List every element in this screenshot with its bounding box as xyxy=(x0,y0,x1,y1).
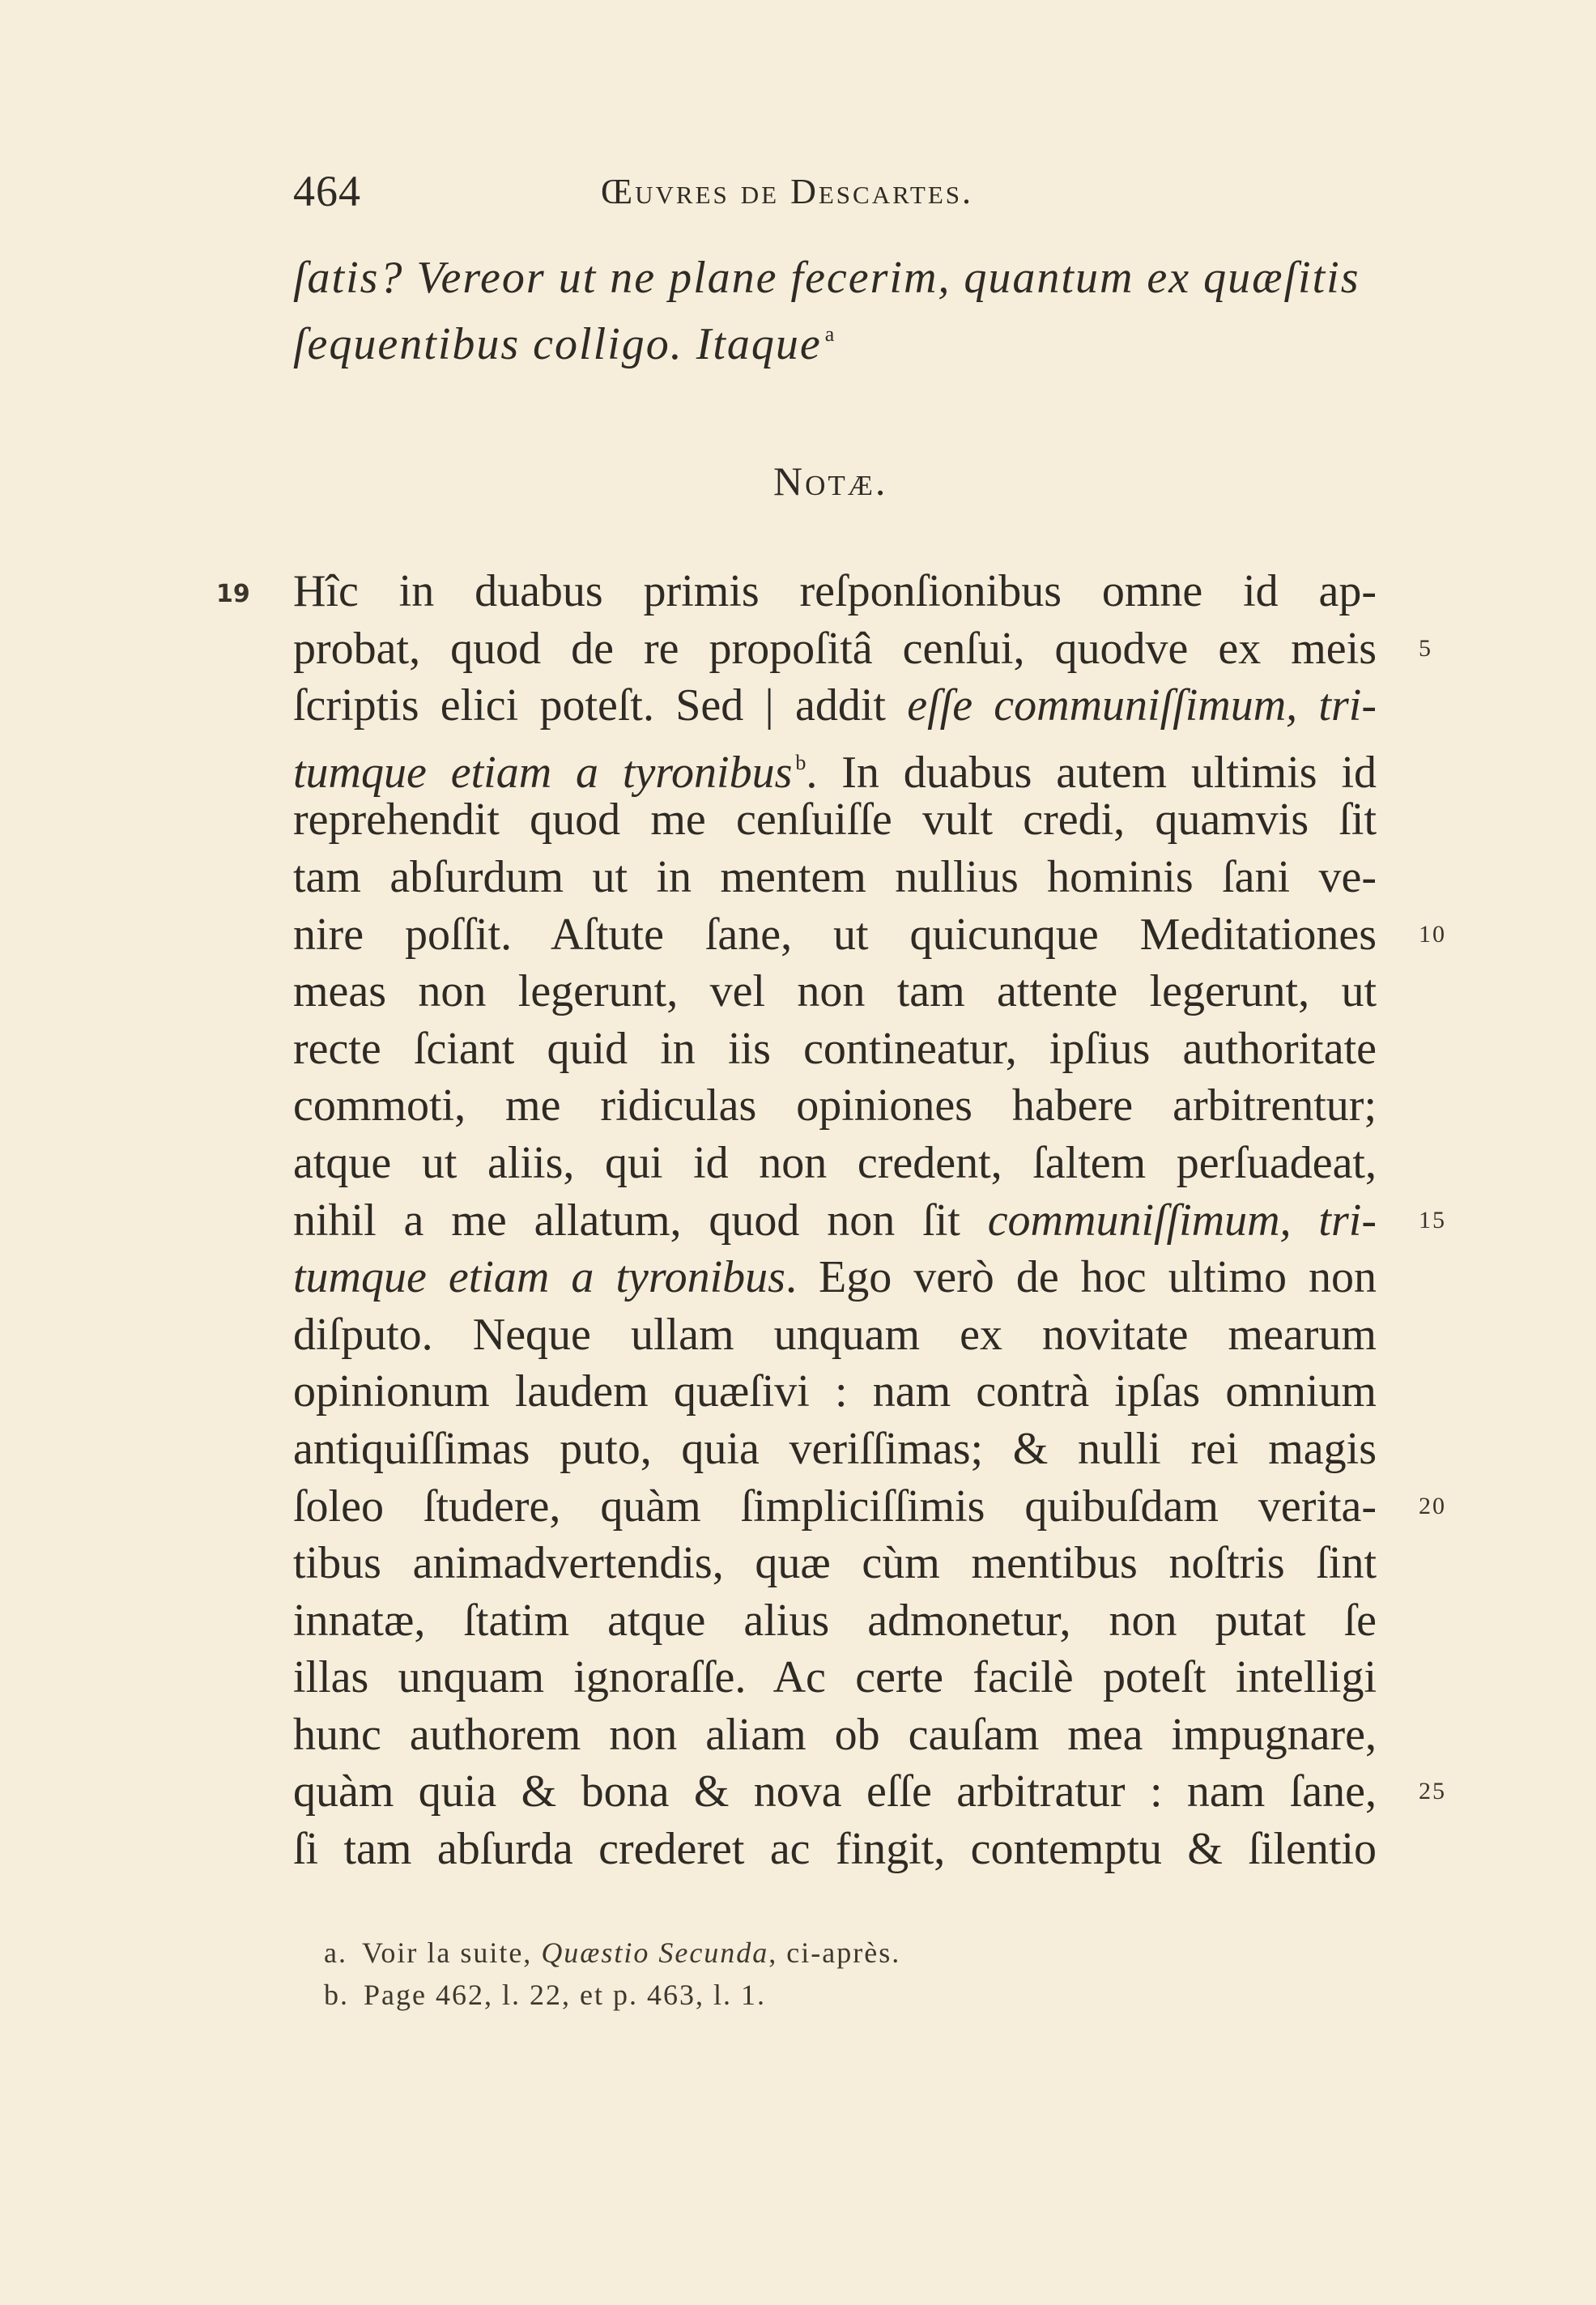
footnote-reference: b xyxy=(795,750,807,774)
text-segment: illas unquam ignoraſſe. Ac certe facilè poteſt intelligi xyxy=(293,1652,1377,1703)
text-line xyxy=(293,620,1432,678)
text-segment: ſoleo ſtudere, quàm ſimpliciſſimis quibuſdam verita- xyxy=(293,1481,1377,1532)
footnote-label: b. xyxy=(324,1979,349,2011)
text-segment: ſi tam abſurda crederet ac fingit, contemptu & ſilentio xyxy=(293,1824,1377,1875)
text-segment: commoti, me ridiculas opiniones habere arbitrentur; xyxy=(293,1080,1377,1131)
text-segment: Voir la suite, xyxy=(361,1936,542,1969)
text-segment: recte ſciant quid in iis contineatur, ipſius authoritate xyxy=(293,1023,1377,1074)
carry-over-line xyxy=(293,306,1377,373)
text-line xyxy=(293,1706,1377,1764)
text-segment: , ci-après. xyxy=(768,1936,901,1969)
text-line xyxy=(293,1135,1377,1192)
text-line xyxy=(293,1478,1446,1536)
line-number: 25 xyxy=(1419,1778,1446,1805)
text-segment: quàm quia & bona & nova eſſe arbitratur : nam ſane, xyxy=(293,1766,1377,1817)
text-segment: reprehendit quod me cenſuiſſe vult credi, quamvis ſit xyxy=(293,795,1377,846)
page-number: 464 xyxy=(293,167,361,215)
text-segment: . Ego verò de hoc ultimo non xyxy=(785,1252,1377,1303)
text-line xyxy=(293,791,1377,849)
section-heading: Notæ. xyxy=(773,458,888,504)
text-segment: Page 462, l. 22, et p. 463, l. 1. xyxy=(364,1979,766,2011)
line-number: 20 xyxy=(1419,1492,1446,1519)
text-segment: hunc authorem non aliam ob cauſam mea impugnare, xyxy=(293,1709,1377,1760)
line-number: 5 xyxy=(1419,634,1432,662)
text-line xyxy=(293,906,1446,964)
text-segment: innatæ, ſtatim atque alius admonetur, non putat ſe xyxy=(293,1595,1377,1646)
text-line xyxy=(293,1192,1446,1250)
text-line xyxy=(293,1421,1377,1478)
line-number: 15 xyxy=(1419,1206,1446,1233)
text-line xyxy=(293,1649,1377,1706)
text-segment: diſputo. Neque ullam unquam ex novitate mearum xyxy=(293,1309,1377,1360)
footnote xyxy=(324,1974,1296,2016)
carry-over-text xyxy=(293,249,1377,373)
text-line xyxy=(293,1821,1377,1878)
text-line xyxy=(293,1249,1377,1306)
footnotes xyxy=(324,1932,1296,2016)
text-line xyxy=(293,1077,1377,1135)
text-segment: antiquiſſimas puto, quia veriſſimas; & nulli rei magis xyxy=(293,1423,1377,1474)
text-line xyxy=(293,1592,1377,1650)
text-segment: ſcriptis elici poteſt. Sed | addit xyxy=(293,680,908,731)
text-segment: tam abſurdum ut in mentem nullius hominis ſani ve- xyxy=(293,851,1377,902)
italic-text: tumque etiam a tyronibus xyxy=(293,747,793,798)
text-line xyxy=(293,1020,1377,1078)
text-segment: tibus animadvertendis, quæ cùm mentibus noſtris ſint xyxy=(293,1538,1377,1589)
text-line xyxy=(293,849,1377,906)
original-page-marker: 19 xyxy=(216,580,250,608)
text-line xyxy=(293,1535,1377,1592)
text-segment: opinionum laudem quæſivi : nam contrà ipſas omnium xyxy=(293,1366,1377,1417)
text-segment: Hîc in duabus primis reſponſionibus omne id ap- xyxy=(293,566,1377,616)
footnote xyxy=(324,1932,1296,1974)
text-segment: atque ut aliis, qui id non credent, ſaltem perſuadeat, xyxy=(293,1137,1377,1188)
footnote-label: a. xyxy=(324,1936,347,1969)
text-segment: nire poſſit. Aſtute ſane, ut quicunque Meditationes xyxy=(293,909,1377,960)
text-line xyxy=(293,963,1377,1020)
text-line xyxy=(293,1306,1377,1364)
notes-body xyxy=(216,563,1446,1878)
page-header xyxy=(293,166,1377,223)
text-line xyxy=(293,563,1377,620)
italic-text: eſſe communiſſimum, tri- xyxy=(907,680,1377,731)
italic-text: Quæstio Secunda xyxy=(541,1936,769,1969)
text-segment: meas non legerunt, vel non tam attente legerunt, ut xyxy=(293,966,1377,1017)
text-line xyxy=(293,1363,1377,1421)
text-line xyxy=(293,735,1377,798)
text-segment: probat, quod de re propoſitâ cenſui, quodve ex meis xyxy=(293,623,1377,674)
running-title: Œuvres de Descartes. xyxy=(601,172,974,211)
line-number: 10 xyxy=(1419,920,1446,948)
text-segment: nihil a me allatum, quod non ſit xyxy=(293,1195,988,1246)
carry-over-line-text: ſequentibus colligo. Itaque xyxy=(293,319,822,369)
footnote-reference: a xyxy=(824,322,836,346)
italic-text: tumque etiam a tyronibus xyxy=(293,1252,785,1303)
text-segment: . In duabus autem ultimis id xyxy=(806,747,1377,798)
text-line xyxy=(293,1763,1446,1821)
italic-text: communiſſimum, tri- xyxy=(987,1195,1377,1246)
text-line xyxy=(293,677,1377,735)
carry-over-line: ſatis? Vereor ut ne plane fecerim, quantum ex quæſitis xyxy=(293,253,1360,303)
